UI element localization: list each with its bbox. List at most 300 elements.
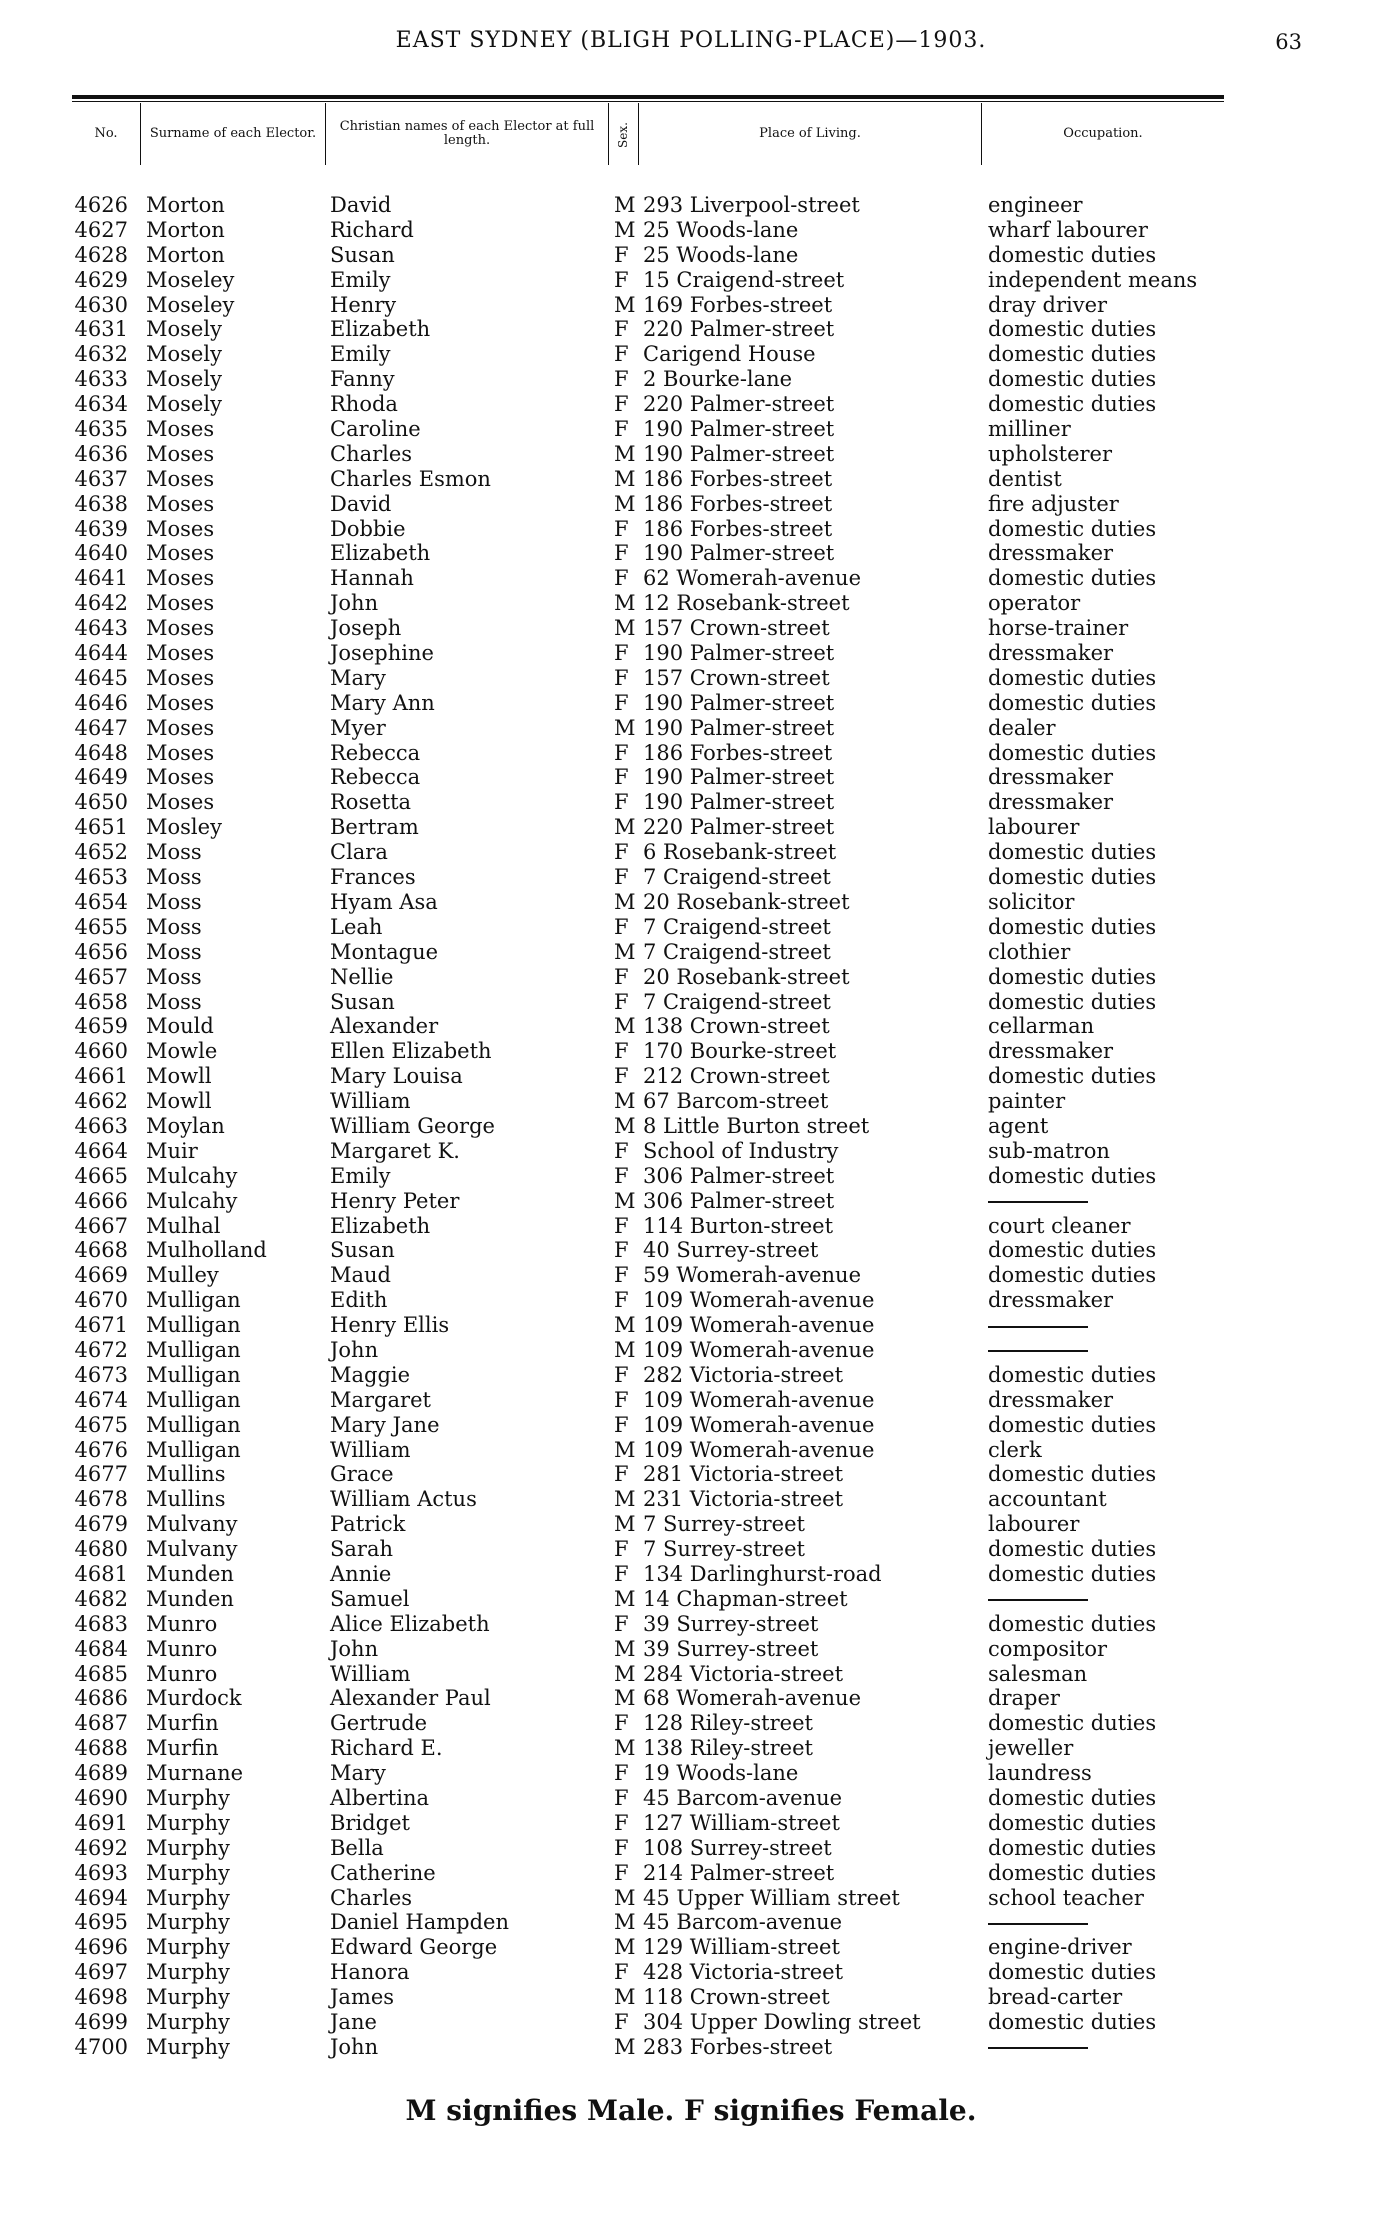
elector-place-of-living: 220 Palmer-street <box>643 815 835 840</box>
elector-place-of-living: 2 Bourke-lane <box>643 367 793 392</box>
elector-number: 4666 <box>74 1188 128 1213</box>
occupation-dash <box>988 1350 1088 1352</box>
elector-place-of-living: 282 Victoria-street <box>643 1362 844 1387</box>
table-row <box>0 1587 1382 1612</box>
elector-occupation: dressmaker <box>988 1039 1114 1064</box>
elector-number: 4697 <box>74 1960 128 1985</box>
elector-occupation: domestic duties <box>988 1960 1157 1985</box>
table-row <box>0 1662 1382 1687</box>
elector-place-of-living: 190 Palmer-street <box>643 765 835 790</box>
elector-surname: Mulligan <box>146 1313 241 1338</box>
elector-christian-names: John <box>330 1337 379 1362</box>
elector-number: 4650 <box>74 790 128 815</box>
elector-place-of-living: 20 Rosebank-street <box>643 964 850 989</box>
elector-sex: F <box>614 1263 629 1288</box>
elector-occupation: bread-carter <box>988 1985 1123 2010</box>
elector-sex: M <box>614 1935 636 1960</box>
table-row <box>0 541 1382 566</box>
table-row <box>0 1089 1382 1114</box>
elector-place-of-living: 281 Victoria-street <box>643 1462 844 1487</box>
elector-occupation: laundress <box>988 1761 1092 1786</box>
elector-number: 4640 <box>74 541 128 566</box>
elector-surname: Mosely <box>146 367 222 392</box>
elector-place-of-living: 283 Forbes-street <box>643 2034 833 2059</box>
elector-christian-names: Richard E. <box>330 1736 443 1761</box>
elector-occupation: horse-trainer <box>988 616 1129 641</box>
elector-christian-names: John <box>330 1636 379 1661</box>
elector-place-of-living: 186 Forbes-street <box>643 491 833 516</box>
elector-sex: F <box>614 1387 629 1412</box>
elector-sex: F <box>614 1163 629 1188</box>
elector-place-of-living: 190 Palmer-street <box>643 417 835 442</box>
elector-sex: M <box>614 1487 636 1512</box>
elector-surname: Moses <box>146 591 215 616</box>
elector-christian-names: William George <box>330 1113 495 1138</box>
table-row <box>0 1014 1382 1039</box>
elector-christian-names: Montague <box>330 939 439 964</box>
table-row <box>0 1164 1382 1189</box>
elector-sex: F <box>614 865 629 890</box>
elector-sex: F <box>614 1537 629 1562</box>
elector-place-of-living: 293 Liverpool-street <box>643 193 860 217</box>
elector-surname: Munden <box>146 1561 234 1586</box>
table-row <box>0 1761 1382 1786</box>
elector-christian-names: Daniel Hampden <box>330 1910 510 1935</box>
elector-place-of-living: 186 Forbes-street <box>643 516 833 541</box>
elector-place-of-living: Carigend House <box>643 342 816 367</box>
elector-number: 4664 <box>74 1138 128 1163</box>
elector-occupation: clerk <box>988 1437 1042 1462</box>
elector-surname: Moses <box>146 491 215 516</box>
elector-number: 4662 <box>74 1089 128 1114</box>
elector-occupation: engineer <box>988 193 1083 217</box>
table-row <box>0 417 1382 442</box>
elector-occupation: domestic duties <box>988 342 1157 367</box>
elector-occupation: court cleaner <box>988 1213 1131 1238</box>
elector-number: 4644 <box>74 641 128 666</box>
elector-christian-names: Gertrude <box>330 1711 428 1736</box>
page-title: EAST SYDNEY (BLIGH POLLING-PLACE)—1903. <box>395 28 987 53</box>
elector-christian-names: Henry <box>330 292 397 317</box>
elector-place-of-living: 109 Womerah-avenue <box>643 1437 875 1462</box>
elector-christian-names: Ellen Elizabeth <box>330 1039 492 1064</box>
elector-number: 4672 <box>74 1337 128 1362</box>
elector-place-of-living: 306 Palmer-street <box>643 1163 835 1188</box>
table-row <box>0 2010 1382 2035</box>
elector-occupation: labourer <box>988 1512 1080 1537</box>
elector-number: 4634 <box>74 392 128 417</box>
elector-surname: Moss <box>146 889 202 914</box>
table-row <box>0 293 1382 318</box>
elector-number: 4687 <box>74 1711 128 1736</box>
elector-number: 4639 <box>74 516 128 541</box>
elector-sex: M <box>614 441 636 466</box>
table-row <box>0 1886 1382 1911</box>
elector-sex: F <box>614 1462 629 1487</box>
elector-surname: Moses <box>146 616 215 641</box>
elector-occupation: domestic duties <box>988 392 1157 417</box>
elector-surname: Mulligan <box>146 1288 241 1313</box>
table-row <box>0 741 1382 766</box>
elector-sex: M <box>614 1985 636 2010</box>
elector-surname: Munro <box>146 1661 218 1686</box>
elector-surname: Moss <box>146 865 202 890</box>
elector-sex: F <box>614 1213 629 1238</box>
elector-number: 4643 <box>74 616 128 641</box>
elector-number: 4686 <box>74 1686 128 1711</box>
elector-surname: Moses <box>146 740 215 765</box>
elector-christian-names: Caroline <box>330 417 421 442</box>
elector-place-of-living: 220 Palmer-street <box>643 392 835 417</box>
elector-place-of-living: 45 Upper William street <box>643 1885 900 1910</box>
table-row <box>0 641 1382 666</box>
table-row <box>0 591 1382 616</box>
elector-place-of-living: 186 Forbes-street <box>643 466 833 491</box>
elector-number: 4657 <box>74 964 128 989</box>
elector-sex: F <box>614 740 629 765</box>
elector-place-of-living: 67 Barcom-street <box>643 1089 829 1114</box>
table-row <box>0 268 1382 293</box>
elector-surname: Moses <box>146 466 215 491</box>
elector-christian-names: Charles <box>330 441 413 466</box>
elector-surname: Mowle <box>146 1039 218 1064</box>
table-row <box>0 815 1382 840</box>
elector-christian-names: Margaret K. <box>330 1138 460 1163</box>
elector-christian-names: Albertina <box>330 1786 429 1810</box>
elector-number: 4660 <box>74 1039 128 1064</box>
table-row <box>0 1935 1382 1960</box>
elector-occupation: dealer <box>988 715 1056 740</box>
sex-legend-footer: M signifies Male. F signifies Female. <box>405 2094 977 2127</box>
elector-surname: Murphy <box>146 1810 230 1835</box>
elector-christian-names: Maud <box>330 1263 391 1288</box>
elector-christian-names: Richard <box>330 217 414 242</box>
elector-christian-names: Josephine <box>330 641 434 666</box>
elector-place-of-living: 190 Palmer-street <box>643 441 835 466</box>
table-row <box>0 2035 1382 2060</box>
table-row <box>0 1438 1382 1463</box>
elector-sex: M <box>614 2034 636 2059</box>
elector-surname: Murfin <box>146 1711 219 1736</box>
elector-occupation: draper <box>988 1686 1060 1711</box>
elector-place-of-living: 138 Crown-street <box>643 1014 830 1039</box>
elector-place-of-living: 8 Little Burton street <box>643 1113 870 1138</box>
table-row <box>0 840 1382 865</box>
table-row <box>0 940 1382 965</box>
elector-sex: M <box>614 217 636 242</box>
elector-christian-names: Edith <box>330 1288 388 1313</box>
elector-number: 4649 <box>74 765 128 790</box>
elector-surname: Munro <box>146 1611 218 1636</box>
elector-number: 4631 <box>74 317 128 342</box>
elector-sex: F <box>614 914 629 939</box>
elector-christian-names: William <box>330 1437 411 1462</box>
elector-sex: F <box>614 1064 629 1089</box>
elector-sex: F <box>614 367 629 392</box>
elector-number: 4656 <box>74 939 128 964</box>
elector-occupation: domestic duties <box>988 914 1157 939</box>
elector-occupation: domestic duties <box>988 1860 1157 1885</box>
column-header-no: No. <box>94 126 118 141</box>
elector-place-of-living: School of Industry <box>643 1138 839 1163</box>
elector-surname: Moseley <box>146 292 235 317</box>
elector-place-of-living: 40 Surrey-street <box>643 1238 819 1263</box>
elector-sex: F <box>614 1611 629 1636</box>
table-row <box>0 1562 1382 1587</box>
elector-place-of-living: 170 Bourke-street <box>643 1039 837 1064</box>
elector-place-of-living: 14 Chapman-street <box>643 1586 848 1611</box>
elector-number: 4688 <box>74 1736 128 1761</box>
elector-place-of-living: 7 Surrey-street <box>643 1537 805 1562</box>
elector-occupation: milliner <box>988 417 1071 442</box>
elector-occupation: dressmaker <box>988 1288 1114 1313</box>
elector-christian-names: William <box>330 1661 411 1686</box>
table-row <box>0 1985 1382 2010</box>
elector-occupation <box>988 2035 1088 2060</box>
elector-number: 4637 <box>74 466 128 491</box>
elector-number: 4642 <box>74 591 128 616</box>
elector-place-of-living: 59 Womerah-avenue <box>643 1263 862 1288</box>
elector-occupation: dressmaker <box>988 1387 1114 1412</box>
table-row <box>0 1736 1382 1761</box>
table-row <box>0 1512 1382 1537</box>
elector-surname: Murphy <box>146 1860 230 1885</box>
elector-occupation: cellarman <box>988 1014 1095 1039</box>
elector-number: 4663 <box>74 1113 128 1138</box>
elector-surname: Murphy <box>146 1786 230 1810</box>
elector-occupation: domestic duties <box>988 1537 1157 1562</box>
table-row <box>0 1612 1382 1637</box>
elector-occupation: independent means <box>988 267 1198 292</box>
elector-surname: Mowll <box>146 1089 212 1114</box>
elector-sex: F <box>614 1810 629 1835</box>
table-row <box>0 566 1382 591</box>
elector-sex: F <box>614 790 629 815</box>
elector-surname: Mullins <box>146 1487 226 1512</box>
elector-occupation: salesman <box>988 1661 1088 1686</box>
elector-number: 4692 <box>74 1835 128 1860</box>
elector-christian-names: John <box>330 2034 379 2059</box>
elector-sex: M <box>614 292 636 317</box>
column-header-place: Place of Living. <box>759 126 861 141</box>
table-row <box>0 1711 1382 1736</box>
elector-place-of-living: 7 Craigend-street <box>643 914 831 939</box>
table-row <box>0 1786 1382 1811</box>
elector-surname: Moses <box>146 441 215 466</box>
elector-christian-names: Mary <box>330 1761 386 1786</box>
elector-number: 4647 <box>74 715 128 740</box>
elector-number: 4652 <box>74 840 128 865</box>
elector-surname: Mosely <box>146 392 222 417</box>
elector-sex: M <box>614 193 636 217</box>
occupation-dash <box>988 2047 1088 2049</box>
elector-christian-names: Frances <box>330 865 416 890</box>
elector-sex: F <box>614 1288 629 1313</box>
elector-christian-names: Annie <box>330 1561 392 1586</box>
elector-occupation: agent <box>988 1113 1049 1138</box>
elector-christian-names: Sarah <box>330 1537 393 1562</box>
elector-sex: F <box>614 1412 629 1437</box>
elector-christian-names: Bridget <box>330 1810 410 1835</box>
elector-number: 4685 <box>74 1661 128 1686</box>
elector-christian-names: William Actus <box>330 1487 477 1512</box>
elector-sex: M <box>614 939 636 964</box>
elector-place-of-living: 157 Crown-street <box>643 665 830 690</box>
elector-occupation: dressmaker <box>988 765 1114 790</box>
elector-surname: Mulligan <box>146 1412 241 1437</box>
table-row <box>0 392 1382 417</box>
elector-surname: Moses <box>146 516 215 541</box>
elector-surname: Moss <box>146 989 202 1014</box>
elector-surname: Mulcahy <box>146 1188 238 1213</box>
elector-place-of-living: 127 William-street <box>643 1810 840 1835</box>
elector-number: 4693 <box>74 1860 128 1885</box>
elector-surname: Moses <box>146 641 215 666</box>
elector-occupation: domestic duties <box>988 1810 1157 1835</box>
elector-sex: M <box>614 1313 636 1338</box>
elector-sex: F <box>614 964 629 989</box>
elector-surname: Mulvany <box>146 1537 238 1562</box>
elector-number: 4674 <box>74 1387 128 1412</box>
table-row <box>0 1413 1382 1438</box>
elector-occupation: domestic duties <box>988 1835 1157 1860</box>
elector-place-of-living: 68 Womerah-avenue <box>643 1686 862 1711</box>
elector-surname: Morton <box>146 242 225 267</box>
elector-sex: M <box>614 466 636 491</box>
elector-number: 4629 <box>74 267 128 292</box>
elector-christian-names: Rosetta <box>330 790 412 815</box>
elector-sex: M <box>614 1636 636 1661</box>
elector-christian-names: Emily <box>330 267 391 292</box>
elector-christian-names: Alice Elizabeth <box>330 1611 490 1636</box>
table-row <box>0 1686 1382 1711</box>
elector-christian-names: Clara <box>330 840 388 865</box>
elector-occupation: domestic duties <box>988 317 1157 342</box>
elector-surname: Mulligan <box>146 1437 241 1462</box>
elector-sex: F <box>614 2010 629 2035</box>
table-row <box>0 1811 1382 1836</box>
elector-surname: Murphy <box>146 2010 230 2035</box>
elector-number: 4659 <box>74 1014 128 1039</box>
elector-christian-names: Susan <box>330 989 395 1014</box>
elector-surname: Mulligan <box>146 1337 241 1362</box>
elector-surname: Moss <box>146 840 202 865</box>
table-row <box>0 716 1382 741</box>
elector-place-of-living: 306 Palmer-street <box>643 1188 835 1213</box>
elector-christian-names: Maggie <box>330 1362 411 1387</box>
elector-occupation: domestic duties <box>988 1263 1157 1288</box>
elector-surname: Murfin <box>146 1736 219 1761</box>
elector-number: 4632 <box>74 342 128 367</box>
elector-sex: F <box>614 1960 629 1985</box>
elector-surname: Morton <box>146 193 225 217</box>
elector-number: 4648 <box>74 740 128 765</box>
elector-place-of-living: 190 Palmer-street <box>643 541 835 566</box>
elector-christian-names: Mary Ann <box>330 690 435 715</box>
elector-place-of-living: 134 Darlinghurst-road <box>643 1561 882 1586</box>
table-row <box>0 1487 1382 1512</box>
elector-place-of-living: 190 Palmer-street <box>643 790 835 815</box>
elector-occupation: compositor <box>988 1636 1108 1661</box>
elector-christian-names: Rebecca <box>330 740 421 765</box>
elector-place-of-living: 39 Surrey-street <box>643 1611 819 1636</box>
column-header-sex: Sex. <box>616 122 630 148</box>
elector-place-of-living: 6 Rosebank-street <box>643 840 837 865</box>
elector-occupation: dray driver <box>988 292 1108 317</box>
elector-occupation: domestic duties <box>988 865 1157 890</box>
elector-number: 4658 <box>74 989 128 1014</box>
elector-number: 4677 <box>74 1462 128 1487</box>
elector-sex: F <box>614 417 629 442</box>
elector-christian-names: Samuel <box>330 1586 410 1611</box>
elector-sex: F <box>614 516 629 541</box>
elector-occupation: engine-driver <box>988 1935 1132 1960</box>
elector-occupation: jeweller <box>988 1736 1074 1761</box>
column-header-christian-names: Christian names of each Elector at full length. <box>339 119 595 148</box>
elector-surname: Mosley <box>146 815 222 840</box>
elector-sex: M <box>614 1885 636 1910</box>
elector-number: 4668 <box>74 1238 128 1263</box>
elector-christian-names: Edward George <box>330 1935 498 1960</box>
table-row <box>0 965 1382 990</box>
table-row <box>0 1363 1382 1388</box>
elector-sex: M <box>614 715 636 740</box>
table-row <box>0 1288 1382 1313</box>
elector-sex: F <box>614 566 629 591</box>
elector-occupation: fire adjuster <box>988 491 1119 516</box>
elector-surname: Moss <box>146 914 202 939</box>
elector-christian-names: Joseph <box>330 616 402 641</box>
elector-surname: Murdock <box>146 1686 242 1711</box>
elector-number: 4655 <box>74 914 128 939</box>
elector-occupation: domestic duties <box>988 1238 1157 1263</box>
elector-surname: Moses <box>146 665 215 690</box>
table-row <box>0 1114 1382 1139</box>
elector-number: 4651 <box>74 815 128 840</box>
elector-surname: Moses <box>146 566 215 591</box>
elector-place-of-living: 304 Upper Dowling street <box>643 2010 921 2035</box>
elector-place-of-living: 20 Rosebank-street <box>643 889 850 914</box>
elector-christian-names: David <box>330 491 392 516</box>
elector-christian-names: Emily <box>330 1163 391 1188</box>
elector-christian-names: Grace <box>330 1462 394 1487</box>
elector-number: 4694 <box>74 1885 128 1910</box>
elector-place-of-living: 231 Victoria-street <box>643 1487 844 1512</box>
elector-occupation: school teacher <box>988 1885 1144 1910</box>
elector-place-of-living: 45 Barcom-avenue <box>643 1910 843 1935</box>
occupation-dash <box>988 1326 1088 1328</box>
elector-sex: F <box>614 1561 629 1586</box>
elector-place-of-living: 214 Palmer-street <box>643 1860 835 1885</box>
elector-occupation: domestic duties <box>988 964 1157 989</box>
elector-christian-names: Rebecca <box>330 765 421 790</box>
elector-surname: Mulcahy <box>146 1163 238 1188</box>
elector-place-of-living: 109 Womerah-avenue <box>643 1337 875 1362</box>
table-row <box>0 1139 1382 1164</box>
elector-occupation: domestic duties <box>988 690 1157 715</box>
elector-sex: M <box>614 1337 636 1362</box>
elector-surname: Moses <box>146 715 215 740</box>
elector-surname: Murphy <box>146 1935 230 1960</box>
elector-christian-names: Nellie <box>330 964 394 989</box>
table-row <box>0 1338 1382 1363</box>
table-row <box>0 691 1382 716</box>
elector-surname: Mulhal <box>146 1213 221 1238</box>
elector-number: 4695 <box>74 1910 128 1935</box>
elector-place-of-living: 7 Craigend-street <box>643 865 831 890</box>
elector-place-of-living: 62 Womerah-avenue <box>643 566 862 591</box>
elector-christian-names: Elizabeth <box>330 317 431 342</box>
